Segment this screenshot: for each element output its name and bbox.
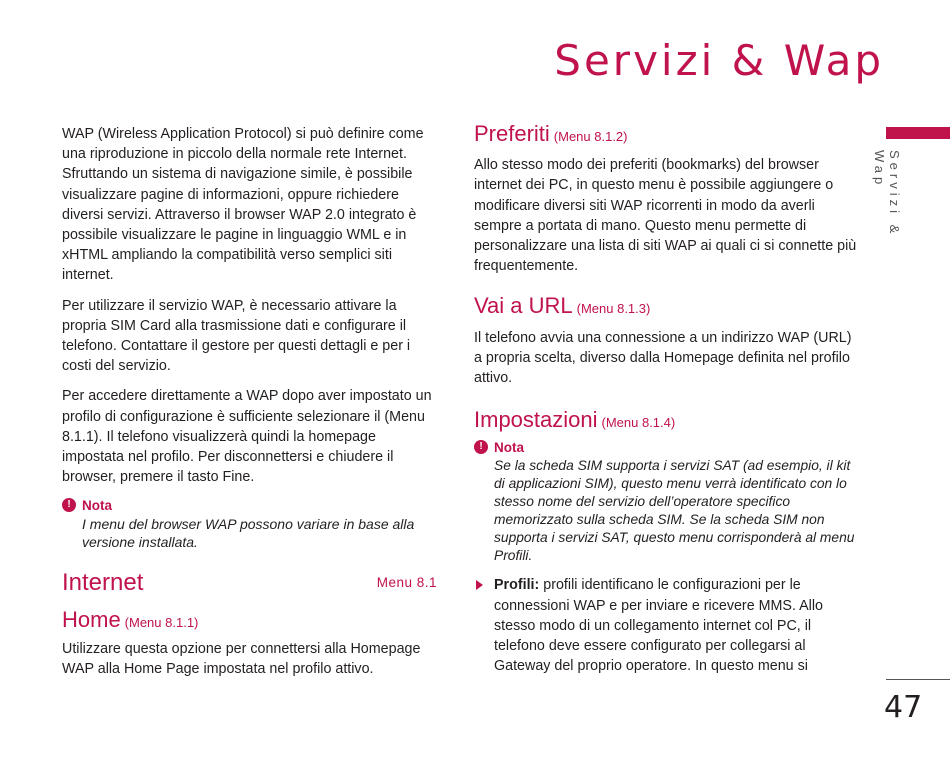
bullet-term: Profili: (494, 577, 540, 594)
note-text: I menu del browser WAP possono variare in base alla versione installata. (82, 516, 415, 551)
preferiti-heading (474, 121, 860, 147)
vai-url-title: Vai a URL (474, 293, 573, 319)
warning-icon: ! (474, 440, 488, 454)
footer-rule (886, 679, 950, 680)
vai-url-text: Il telefono avvia una connessione a un indirizzo WAP (URL) a propria scelta, diverso dalla Homepage definita nel profilo attivo. (474, 329, 852, 387)
warning-icon: ! (62, 498, 76, 512)
triangle-bullet-icon (476, 580, 483, 590)
preferiti-title: Preferiti (474, 121, 550, 146)
vai-url-heading (474, 293, 860, 319)
note-block (474, 439, 860, 565)
impostazioni-heading (474, 407, 860, 433)
home-menu-ref: (Menu 8.1.1) (124, 614, 199, 630)
impostazioni-title: Impostazioni (474, 407, 598, 433)
note-block (62, 497, 437, 551)
home-text: Utilizzare questa opzione per connettersi alla Homepage WAP alla Home Page impostata nel profilo attivo. (62, 640, 421, 678)
right-column (474, 121, 860, 676)
intro-paragraph: Per accedere direttamente a WAP dopo aver impostato un profilo di configurazione è sufficiente selezionare il (Menu 8.1.1). Il telefono visualizzerà quindi la homepage impostata nel profilo. Per disconnettersi e chiudere il browser, premere il tasto Fine. (62, 388, 432, 486)
profili-bullet (474, 575, 860, 676)
home-title: Home (62, 606, 121, 632)
intro-paragraph: Per utilizzare il servizio WAP, è necessario attivare la propria SIM Card alla trasmissione dati e configurare il telefono. Contattare il gestore per questi dettagli e per i costi del servizio. (62, 297, 411, 375)
chapter-tab (886, 127, 950, 139)
bullet-text: profili identificano le configurazioni per le connessioni WAP e per inviare e ricevere MMS. Allo stesso modo di un collegamento internet col PC, il telefono deve essere configurato per collegarsi al Gateway del proprio operatore. In questo menu si (494, 577, 823, 675)
section-heading (62, 569, 437, 597)
page-title: Servizi & Wap (554, 36, 884, 85)
impostazioni-menu-ref: (Menu 8.1.4) (601, 415, 676, 431)
preferiti-menu-ref: (Menu 8.1.2) (553, 129, 628, 144)
section-title: Internet (62, 569, 144, 597)
page-number: 47 (884, 690, 923, 725)
side-tab-label: Servizi & Wap (872, 150, 902, 238)
left-column (62, 124, 437, 689)
vai-url-menu-ref: (Menu 8.1.3) (576, 301, 651, 317)
home-heading (62, 606, 437, 633)
preferiti-text: Allo stesso modo dei preferiti (bookmarks) del browser internet dei PC, in questo menu è possibile aggiungere o modificare diversi siti WAP ricorrenti in modo da averli sempre a portata di mano. Questo menu permette di personalizzare una lista di siti WAP ai quali ci si connette più frequentemente. (474, 157, 857, 275)
section-menu-ref: Menu 8.1 (376, 575, 437, 591)
intro-paragraph: WAP (Wireless Application Protocol) si può definire come una riproduzione in piccolo della normale rete Internet. Sfruttando un sistema di navigazione simile, è possibile visualizzare pagine di informazioni, oppure richiedere diversi servizi. Attraverso il browser WAP 2.0 integrato è possibile visualizzare le pagine in linguaggio WML e in xHTML ampliando la compatibilità verso semplici siti internet. (62, 126, 424, 284)
note-label: Nota (82, 498, 112, 514)
note-text: Se la scheda SIM supporta i servizi SAT (ad esempio, il kit di applicazioni SIM), questo menu verrà identificato con lo stesso nome del servizio dell’operatore specifico memorizzato sulla scheda SIM. Se la scheda SIM non supporta i servizi SAT, questo menu corrisponderà al menu Profili. (494, 458, 855, 564)
note-label: Nota (494, 440, 524, 456)
